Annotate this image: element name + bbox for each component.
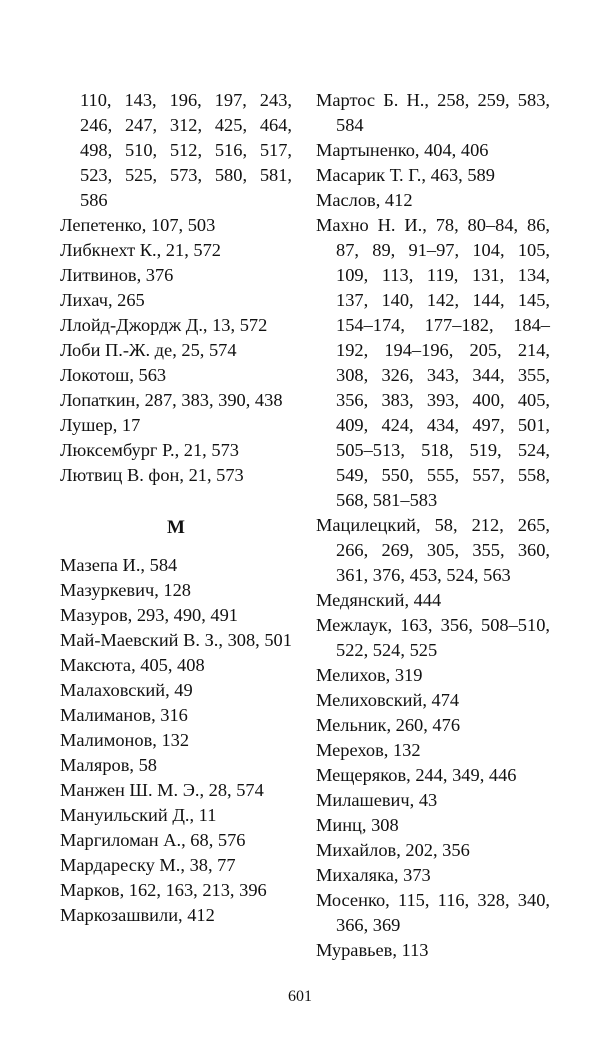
index-entry: Малаховский, 49 [60,680,193,700]
index-entry: Мерехов, 132 [316,740,421,760]
index-entry: Маркозашвили, 412 [60,905,215,925]
index-entry: Мещеряков, 244, 349, 446 [316,765,517,785]
index-entry-continuation: 523, 525, 573, 580, 581, [80,165,292,185]
section-letter-heading: М [167,517,185,538]
index-entry: Маслов, 412 [316,190,413,210]
index-entry: Мазепа И., 584 [60,555,178,575]
index-entry: Мазуркевич, 128 [60,580,191,600]
index-entry-continuation: 498, 510, 512, 516, 517, [80,140,292,160]
index-entry: Малиманов, 316 [60,705,188,725]
index-entry: Мануильский Д., 11 [60,805,217,825]
index-entry: Мельник, 260, 476 [316,715,461,735]
index-entry: Милашевич, 43 [316,790,438,810]
index-entry: Лепетенко, 107, 503 [60,215,216,235]
index-entry: Май-Маевский В. З., 308, 501 [60,630,292,650]
index-entry: Люксембург Р., 21, 573 [60,440,239,460]
page-number: 601 [288,988,312,1005]
index-entry: Мосенко, 115, 116, 328, 340, 366, 369 [316,890,550,935]
index-entry: Ллойд-Джордж Д., 13, 572 [60,315,268,335]
index-entry: Маляров, 58 [60,755,157,775]
index-entry: Мелиховский, 474 [316,690,460,710]
index-entry: Малимонов, 132 [60,730,190,750]
index-entry: Мазуров, 293, 490, 491 [60,605,239,625]
index-entry: Лютвиц В. фон, 21, 573 [60,465,244,485]
index-entry: Минц, 308 [316,815,399,835]
index-entry: Литвинов, 376 [60,265,174,285]
left-column [60,88,292,928]
index-entry: Лихач, 265 [60,290,145,310]
index-entry: Межлаук, 163, 356, 508–510, 522, 524, 525 [316,615,550,660]
index-entry: Локотош, 563 [60,365,167,385]
index-entry: Мартыненко, 404, 406 [316,140,489,160]
index-entry: Мартос Б. Н., 258, 259, 583, 584 [316,90,550,135]
index-entry: Масарик Т. Г., 463, 589 [316,165,495,185]
right-column [316,88,550,963]
index-entry: Лушер, 17 [60,415,141,435]
index-entry: Маргиломан А., 68, 576 [60,830,246,850]
index-entry: Муравьев, 113 [316,940,429,960]
index-entry: Максюта, 405, 408 [60,655,205,675]
index-entry: Манжен Ш. М. Э., 28, 574 [60,780,264,800]
index-entry: Михайлов, 202, 356 [316,840,470,860]
index-entry-continuation: 246, 247, 312, 425, 464, [80,115,292,135]
index-entry: Мацилецкий, 58, 212, 265, 266, 269, 305, 355, 360, 361, 376, 453, 524, 563 [316,515,550,585]
index-entry: Мелихов, 319 [316,665,423,685]
index-entry: Михаляка, 373 [316,865,431,885]
index-entry-continuation: 110, 143, 196, 197, 243, [80,90,292,110]
index-entry: Либкнехт К., 21, 572 [60,240,221,260]
index-entry: Марков, 162, 163, 213, 396 [60,880,267,900]
index-entry: Лоби П.-Ж. де, 25, 574 [60,340,237,360]
index-entry: Лопаткин, 287, 383, 390, 438 [60,390,283,410]
index-entry: Мардареску М., 38, 77 [60,855,236,875]
index-entry: Махно Н. И., 78, 80–84, 86, 87, 89, 91–97, 104, 105, 109, 113, 119, 131, 134, 137, 140, 142, 144, 145, 154–174, 177–182, 184–192, 194–196, 205, 214, 308, 326, 343, 344, 355, 356, 383, 393, 400, 405, 409, 424, 434, 497, 501, 505–513, 518, 519, 524, 549, 550, 555, 557, 558, 568, 581–583 [316,215,550,510]
index-entry-continuation: 586 [80,190,108,210]
index-entry: Медянский, 444 [316,590,442,610]
